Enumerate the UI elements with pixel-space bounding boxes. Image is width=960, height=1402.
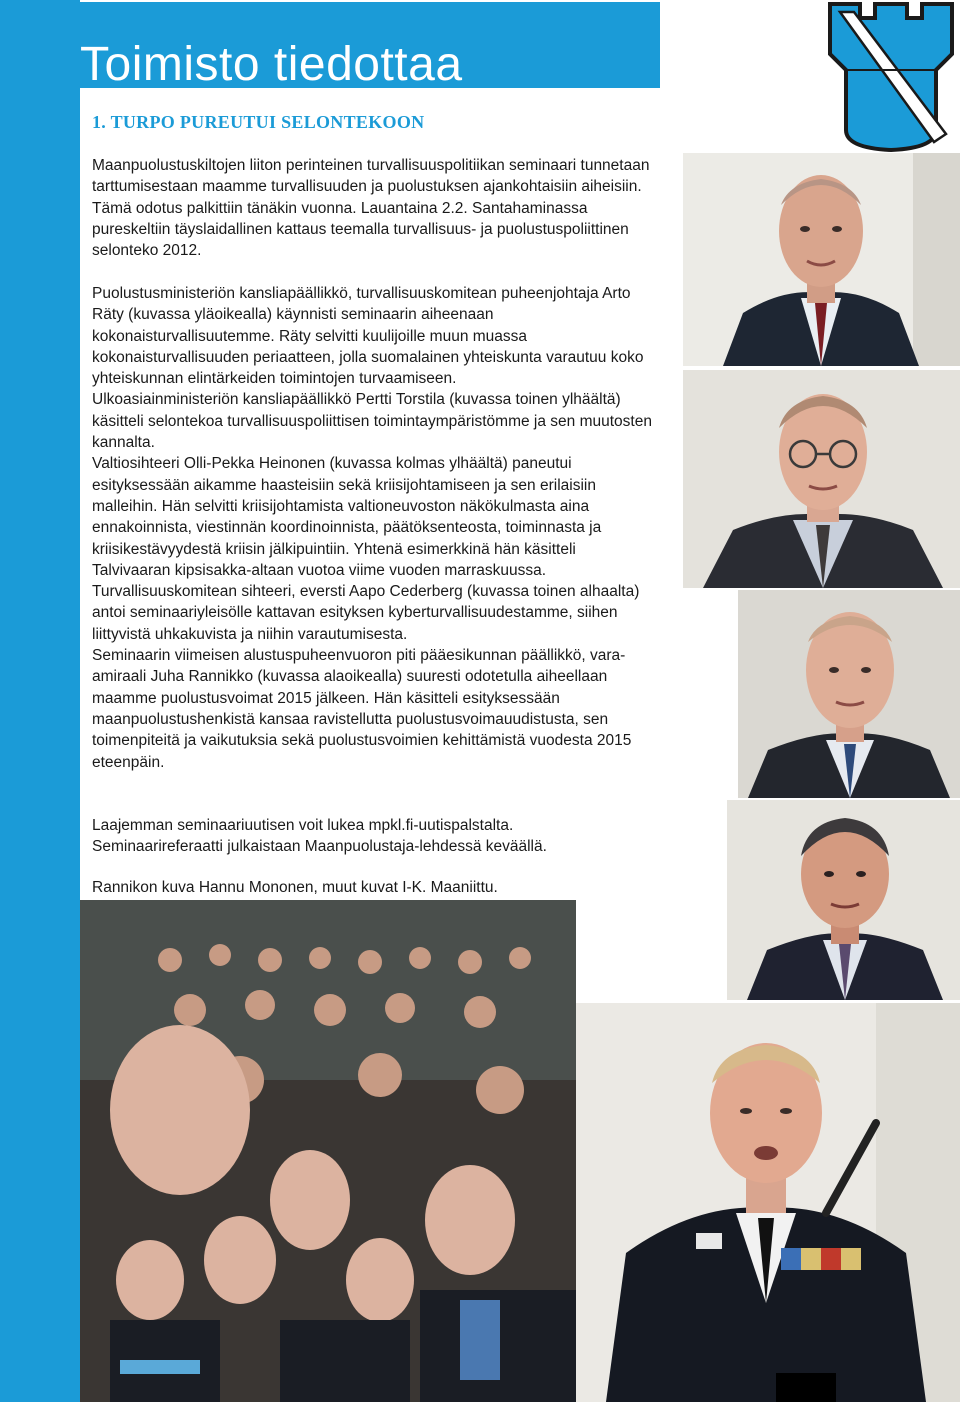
more-info — [92, 815, 657, 858]
photo-credit-text: Rannikon kuva Hannu Mononen, muut kuvat I-K. Maaniittu. — [92, 879, 498, 896]
intro-text: Maanpuolustuskiltojen liiton perinteinen turvallisuuspolitiikan seminaari tunnetaan tarttumisestaan maamme turvallisuuden ja puolustuksen ajankohtaisiin aiheisiin. Tämä odotus palkittiin tänäkin vuonna. Lauantaina 2.2. Santahaminassa pureskeltiin täyslaidallinen kattaus teemalla turvallisuus- ja puolustuspoliittinen selonteko 2012. — [92, 157, 650, 260]
more-info-line-2: Seminaarireferaatti julkaistaan Maanpuolustaja-lehdessä keväällä. — [92, 838, 547, 856]
photo-audience — [80, 900, 576, 1402]
section-heading: 1. TURPO PUREUTUI SELONTEKOON — [92, 112, 425, 132]
photo-arto-raty — [683, 153, 960, 366]
body-paragraph-raty: Puolustusministeriön kansliapäällikkö, turvallisuuskomitean puheenjohtaja Arto Räty (kuvassa yläoikealla) käynnisti seminaarin aiheenaan kokonaisturvallisuutemme. Räty selvitti kuulijoille muun muassa kokonaisturvallisuuden periaatteen, jolla suomalainen yhteiskunta varautuu koko yhteiskunnan elintärkeiden toimintojen turvaamiseen. — [92, 285, 644, 388]
photo-juha-rannikko — [576, 1003, 960, 1402]
photo-pertti-torstila — [683, 370, 960, 588]
photo-credit — [92, 877, 657, 898]
more-info-line-1: Laajemman seminaariuutisen voit lukea mpkl.fi-uutispalstalta. — [92, 817, 514, 834]
body-text — [92, 283, 657, 773]
body-paragraph-torstila: Ulkoasiainministeriön kansliapäällikkö Pertti Torstila (kuvassa toinen ylhäältä) käsitteli selontekoa turvallisuuspoliittisen toimintaympäristömme ja sen muutosten kannalta. — [92, 391, 652, 452]
photo-olli-pekka-heinonen — [738, 590, 960, 798]
photo-aapo-cederberg — [727, 800, 960, 1000]
body-paragraph-rannikko: Seminaarin viimeisen alustuspuheenvuoron piti pääesikunnan päällikkö, vara-amiraali Juha Rannikko (kuvassa alaoikealla) suuresti odotetulla aiheellaan maamme puolustusvoimat 2015 jälkeen. Hän käsitteli esityksessään maanpuolustushenkistä kansaa ravistellutta puolustusvoimauudistusta, sen toimenpiteitä ja vaikutuksia sekä puolustusvoimien kehittämistä vuodesta 2015 eteenpäin. — [92, 647, 632, 771]
page-title: Toimisto tiedottaa — [80, 38, 463, 91]
body-paragraph-heinonen: Valtiosihteeri Olli-Pekka Heinonen (kuvassa kolmas ylhäältä) paneutui esityksessään aikamme haasteisiin sekä kriisijohtamiseen ja sen erilaisiin malleihin. Hän selvitti kriisijohtamista valtioneuvoston näkökulmasta aina ennakoinnista, viestinnän koordinoinnista, päätöksenteosta, toiminnasta ja kriisikestävyydestä kriisin jälkipuintiin. Yhtenä esimerkkinä hän käsitteli Talvivaaran kipsisakka-altaan vuotoa viime vuoden marraskuussa. — [92, 455, 602, 579]
left-accent-bar — [0, 0, 80, 1402]
guild-emblem-logo — [826, 2, 956, 152]
body-paragraph-cederberg: Turvallisuuskomitean sihteeri, eversti Aapo Cederberg (kuvassa toinen alhaalta) antoi seminaariyleisölle kattavan esityksen kyberturvallisuudestamme, siihen liittyvistä uhkakuvista ja niihin varautumisesta. — [92, 583, 640, 643]
intro-paragraph — [92, 155, 657, 261]
